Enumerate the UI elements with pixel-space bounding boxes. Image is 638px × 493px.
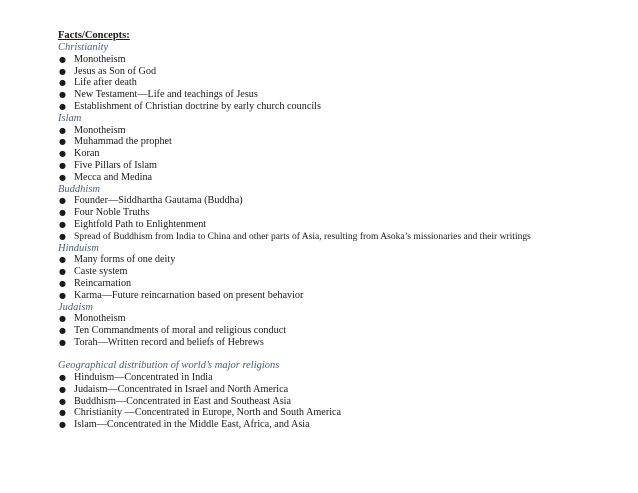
list-item: [58, 396, 618, 408]
list-item-text: Life after death: [74, 77, 137, 89]
list-item-text: New Testament—Life and teachings of Jesus: [74, 89, 258, 101]
list-item: [58, 160, 618, 172]
list-item: [58, 384, 618, 396]
list-item-text: Hinduism—Concentrated in India: [74, 372, 213, 384]
list-item-text: Monotheism: [74, 313, 126, 325]
list-item-text: Many forms of one deity: [74, 254, 176, 266]
document-page: [58, 30, 618, 431]
section-title: Islam: [58, 112, 82, 124]
bullet-list: [58, 195, 618, 242]
bullet-icon: ●: [59, 78, 66, 88]
bullet-icon: ●: [59, 125, 66, 135]
list-item: [58, 136, 618, 148]
bullet-icon: ●: [59, 54, 66, 64]
bullet-icon: ●: [59, 420, 66, 430]
list-item-text: Founder—Siddhartha Gautama (Buddha): [74, 195, 243, 207]
bullet-list: [58, 254, 618, 301]
bullet-icon: ●: [59, 66, 66, 76]
list-item: [58, 278, 618, 290]
section-title: Geographical distribution of world’s major religions: [58, 360, 280, 372]
section-christianity: [58, 42, 618, 113]
section-islam: [58, 113, 618, 184]
list-item: [58, 77, 618, 89]
bullet-icon: ●: [59, 255, 66, 265]
list-item: [58, 231, 618, 243]
list-item: [58, 290, 618, 302]
list-item: [58, 325, 618, 337]
bullet-icon: ●: [59, 196, 66, 206]
bullet-icon: ●: [59, 326, 66, 336]
list-item-text: Karma—Future reincarnation based on present behavior: [74, 289, 304, 301]
section-title: Buddhism: [58, 183, 100, 195]
bullet-icon: ●: [59, 278, 66, 288]
list-item-text: Ten Commandments of moral and religious conduct: [74, 325, 287, 337]
list-item-text: Spread of Buddhism from India to China and other parts of Asia, resulting from Asoka’s missionaries and their writings: [74, 230, 531, 242]
bullet-icon: ●: [59, 314, 66, 324]
bullet-icon: ●: [59, 219, 66, 229]
bullet-icon: ●: [59, 137, 66, 147]
bullet-icon: ●: [59, 208, 66, 218]
bullet-icon: ●: [59, 337, 66, 347]
bullet-icon: ●: [59, 373, 66, 383]
list-item: [58, 172, 618, 184]
bullet-list: [58, 125, 618, 184]
list-item: [58, 313, 618, 325]
list-item: [58, 254, 618, 266]
list-item-text: Islam—Concentrated in the Middle East, Africa, and Asia: [74, 419, 310, 431]
list-item: [58, 337, 618, 349]
list-item-text: Buddhism—Concentrated in East and Southeast Asia: [74, 395, 292, 407]
list-item-text: Christianity —Concentrated in Europe, North and South America: [74, 407, 342, 419]
list-item: [58, 419, 618, 431]
bullet-icon: ●: [59, 384, 66, 394]
bullet-icon: ●: [59, 408, 66, 418]
list-item-text: Four Noble Truths: [74, 207, 150, 219]
bullet-list: [58, 313, 618, 348]
bullet-icon: ●: [59, 90, 66, 100]
list-item: [58, 101, 618, 113]
list-item: [58, 148, 618, 160]
bullet-icon: ●: [59, 172, 66, 182]
list-item-text: Mecca and Medina: [74, 171, 153, 183]
list-item: [58, 66, 618, 78]
section-buddhism: [58, 184, 618, 243]
list-item: [58, 89, 618, 101]
section-geographical-distribution: [58, 360, 618, 431]
section-title: Christianity: [58, 42, 109, 53]
list-item: [58, 407, 618, 419]
list-item: [58, 219, 618, 231]
list-item-text: Judaism—Concentrated in Israel and North America: [74, 383, 289, 395]
list-item: [58, 125, 618, 137]
bullet-icon: ●: [59, 267, 66, 277]
list-item-text: Monotheism: [74, 53, 126, 65]
list-item: [58, 195, 618, 207]
list-item: [58, 266, 618, 278]
list-item-text: Reincarnation: [74, 277, 132, 289]
list-item-text: Monotheism: [74, 124, 126, 136]
bullet-list: [58, 54, 618, 113]
list-item-text: Muhammad the prophet: [74, 136, 172, 148]
list-item-text: Eightfold Path to Enlightenment: [74, 218, 207, 230]
list-item-text: Torah—Written record and beliefs of Hebrews: [74, 336, 264, 348]
section-title: Judaism: [58, 301, 93, 313]
section-title: Hinduism: [58, 242, 99, 254]
bullet-icon: ●: [59, 396, 66, 406]
bullet-icon: ●: [59, 231, 66, 241]
list-item-text: Caste system: [74, 266, 128, 278]
bullet-icon: ●: [59, 101, 66, 111]
section-hinduism: [58, 243, 618, 302]
bullet-list: [58, 372, 618, 431]
section-judaism: [58, 302, 618, 349]
bullet-icon: ●: [59, 290, 66, 300]
list-item-text: Jesus as Son of God: [74, 65, 157, 77]
list-item: [58, 54, 618, 66]
page-heading: Facts/Concepts:: [58, 30, 130, 41]
list-item: [58, 207, 618, 219]
list-item-text: Koran: [74, 148, 100, 160]
list-item-text: Establishment of Christian doctrine by early church councils: [74, 100, 321, 112]
list-item-text: Five Pillars of Islam: [74, 159, 157, 171]
list-item: [58, 372, 618, 384]
bullet-icon: ●: [59, 149, 66, 159]
bullet-icon: ●: [59, 160, 66, 170]
